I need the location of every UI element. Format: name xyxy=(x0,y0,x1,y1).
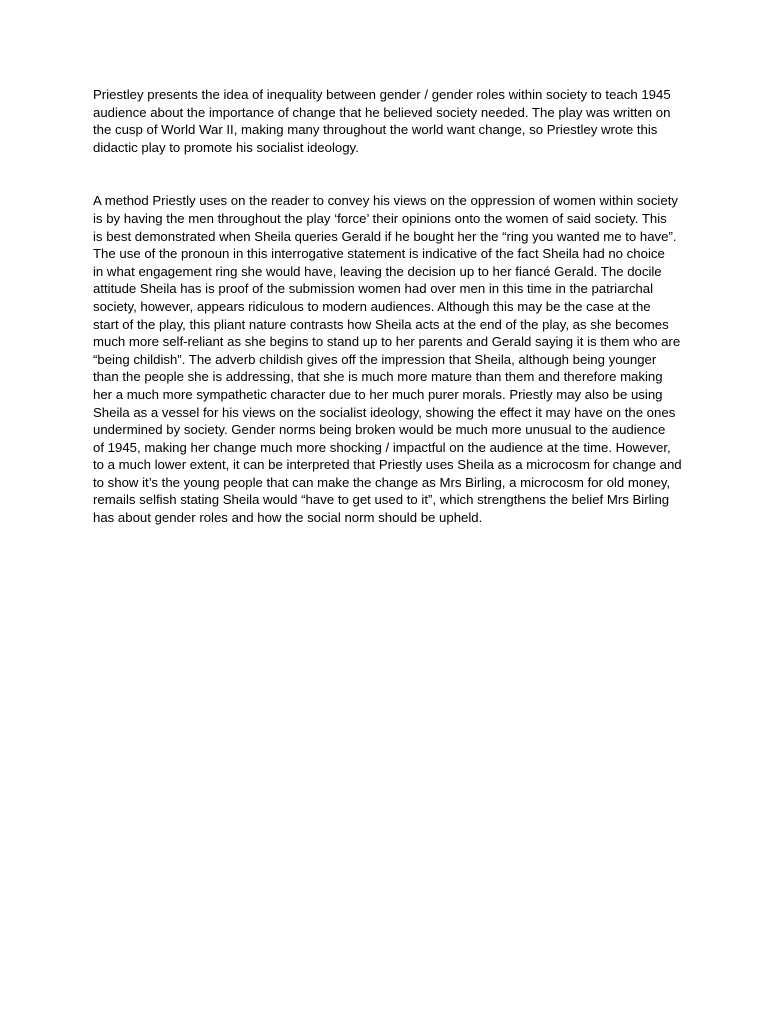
text-line: remails selfish stating Sheila would “have to get used to it”, which strengthens the belief Mrs Birling xyxy=(93,492,670,508)
text-line: much more self-reliant as she begins to stand up to her parents and Gerald saying it is them who are xyxy=(93,334,681,350)
text-line: “being childish”. The adverb childish gives off the impression that Sheila, although being younger xyxy=(93,351,657,367)
text-line: audience about the importance of change that he believed society needed. The play was written on xyxy=(93,104,671,120)
text-line: didactic play to promote his socialist ideology. xyxy=(93,139,359,155)
text-line: her a much more sympathetic character due to her much purer morals. Priestly may also be using xyxy=(93,386,663,402)
text-line: to a much lower extent, it can be interpreted that Priestly uses Sheila as a microcosm for change and xyxy=(93,457,682,473)
text-line: undermined by society. Gender norms being broken would be much more unusual to the audience xyxy=(93,422,666,438)
text-line: Priestley presents the idea of inequality between gender / gender roles within society to teach 1945 xyxy=(93,87,671,102)
text-line: than the people she is addressing, that she is much more mature than them and therefore making xyxy=(93,369,663,385)
paragraph-introduction xyxy=(93,86,683,156)
text-line: is best demonstrated when Sheila queries Gerald if he bought her the “ring you wanted me to have”. xyxy=(93,228,677,244)
text-line: society, however, appears ridiculous to modern audiences. Although this may be the case at the xyxy=(93,298,651,314)
text-line: start of the play, this pliant nature contrasts how Sheila acts at the end of the play, as she becomes xyxy=(93,316,669,332)
text-line: to show it’s the young people that can make the change as Mrs Birling, a microcosm for old money, xyxy=(93,474,671,490)
text-line: attitude Sheila has is proof of the submission women had over men in this time in the patriarchal xyxy=(93,281,654,297)
text-line: in what engagement ring she would have, leaving the decision up to her fiancé Gerald. The docile xyxy=(93,263,662,279)
text-line: The use of the pronoun in this interrogative statement is indicative of the fact Sheila had no choice xyxy=(93,246,665,262)
text-line: is by having the men throughout the play ‘force’ their opinions onto the women of said society. This xyxy=(93,210,667,226)
document-body xyxy=(93,86,683,527)
text-line: A method Priestly uses on the reader to convey his views on the oppression of women within society xyxy=(93,193,678,209)
text-line: Sheila as a vessel for his views on the socialist ideology, showing the effect it may have on the ones xyxy=(93,404,676,420)
text-line: the cusp of World War II, making many throughout the world want change, so Priestley wrote this xyxy=(93,122,658,138)
text-line: of 1945, making her change much more shocking / impactful on the audience at the time. However, xyxy=(93,439,671,455)
paragraph-analysis xyxy=(93,192,683,526)
text-line: has about gender roles and how the social norm should be upheld. xyxy=(93,510,483,526)
